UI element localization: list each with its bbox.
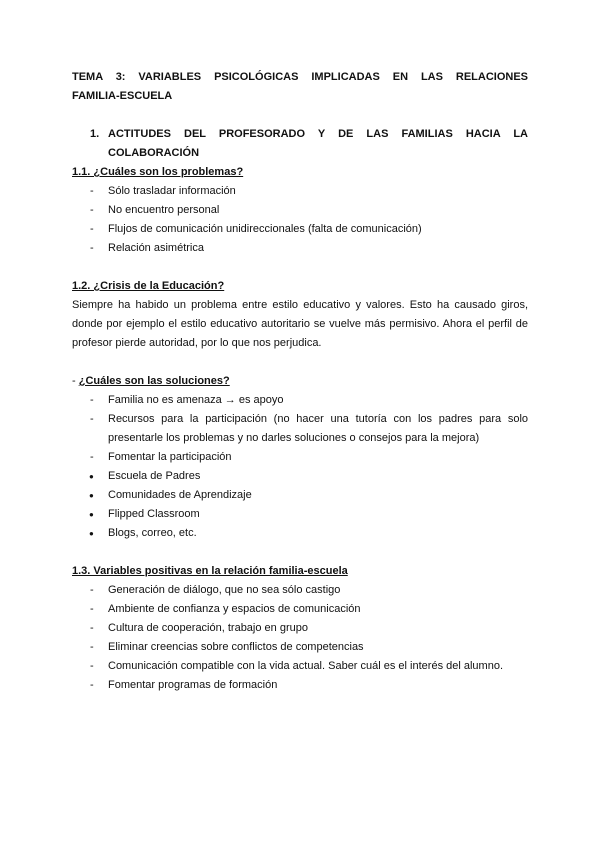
dash-marker: - [90,242,94,254]
dash-marker: - [90,223,94,235]
subsection-1-2-heading: 1.2. ¿Crisis de la Educación? [72,280,225,292]
crisis-paragraph [72,296,528,353]
list-item: - Recursos para la participación (no hacer una tutoría con los padres para solo presentarle los problemas y no darles soluciones o consejos para la mejora) [72,410,528,448]
bullet-marker: ● [89,510,94,519]
dash-marker: - [90,622,94,634]
paragraph-line: profesor pierde autoridad, por lo que nos perjudica. [72,337,322,349]
document-title [72,68,528,106]
subsection-1-3-heading: 1.3. Variables positivas en la relación familia-escuela [72,565,348,577]
list-item: - Ambiente de confianza y espacios de comunicación [72,600,528,619]
problems-list [72,182,528,258]
positive-variables-list [72,581,528,695]
list-item: - Cultura de cooperación, trabajo en grupo [72,619,528,638]
bullet-marker: ● [89,472,94,481]
dash-marker: - [90,451,94,463]
dash-marker: - [90,413,94,425]
list-item: - Flujos de comunicación unidireccionales (falta de comunicación) [72,220,528,239]
dash-marker: - [90,641,94,653]
solutions-bullet-list [72,467,528,543]
dash-marker: - [90,185,94,197]
list-item: ● Comunidades de Aprendizaje [72,486,528,505]
list-item: ● Blogs, correo, etc. [72,524,528,543]
paragraph-line: donde por ejemplo el estilo educativo autoritario se vuelve más permisivo. Ahora el perfil de [72,318,528,330]
solutions-dash-list [72,391,528,467]
dash-marker: - [90,394,94,406]
list-item: - Fomentar programas de formación [72,676,528,695]
solutions-heading: - ¿Cuáles son las soluciones? [72,375,230,387]
section-1-line-1: ACTITUDES DEL PROFESORADO Y DE LAS FAMILIAS HACIA LA [108,128,528,140]
list-item: - Eliminar creencias sobre conflictos de competencias [72,638,528,657]
list-item: - Generación de diálogo, que no sea sólo castigo [72,581,528,600]
bullet-marker: ● [89,491,94,500]
list-item: - No encuentro personal [72,201,528,220]
list-item: - Sólo trasladar información [72,182,528,201]
subsection-1-1-heading: 1.1. ¿Cuáles son los problemas? [72,166,244,178]
bullet-marker: ● [89,529,94,538]
section-1-number: 1. [90,128,100,140]
list-item: ● Flipped Classroom [72,505,528,524]
title-line-2: FAMILIA-ESCUELA [72,90,173,102]
list-item: ● Escuela de Padres [72,467,528,486]
dash-marker: - [90,204,94,216]
list-item: - Fomentar la participación [72,448,528,467]
list-item: - Relación asimétrica [72,239,528,258]
dash-marker: - [90,679,94,691]
list-item: - Comunicación compatible con la vida actual. Saber cuál es el interés del alumno. [72,657,528,676]
paragraph-line: Siempre ha habido un problema entre estilo educativo y valores. Esto ha causado giros, [72,299,528,311]
dash-marker: - [90,660,94,672]
section-1-heading [72,125,528,163]
list-item: - Familia no es amenaza → es apoyo [72,391,528,410]
section-1-line-2: COLABORACIÓN [108,147,200,159]
document-page [72,68,528,695]
dash-marker: - [90,603,94,615]
dash-marker: - [90,584,94,596]
title-line-1: TEMA 3: VARIABLES PSICOLÓGICAS IMPLICADAS EN LAS RELACIONES [72,71,528,83]
